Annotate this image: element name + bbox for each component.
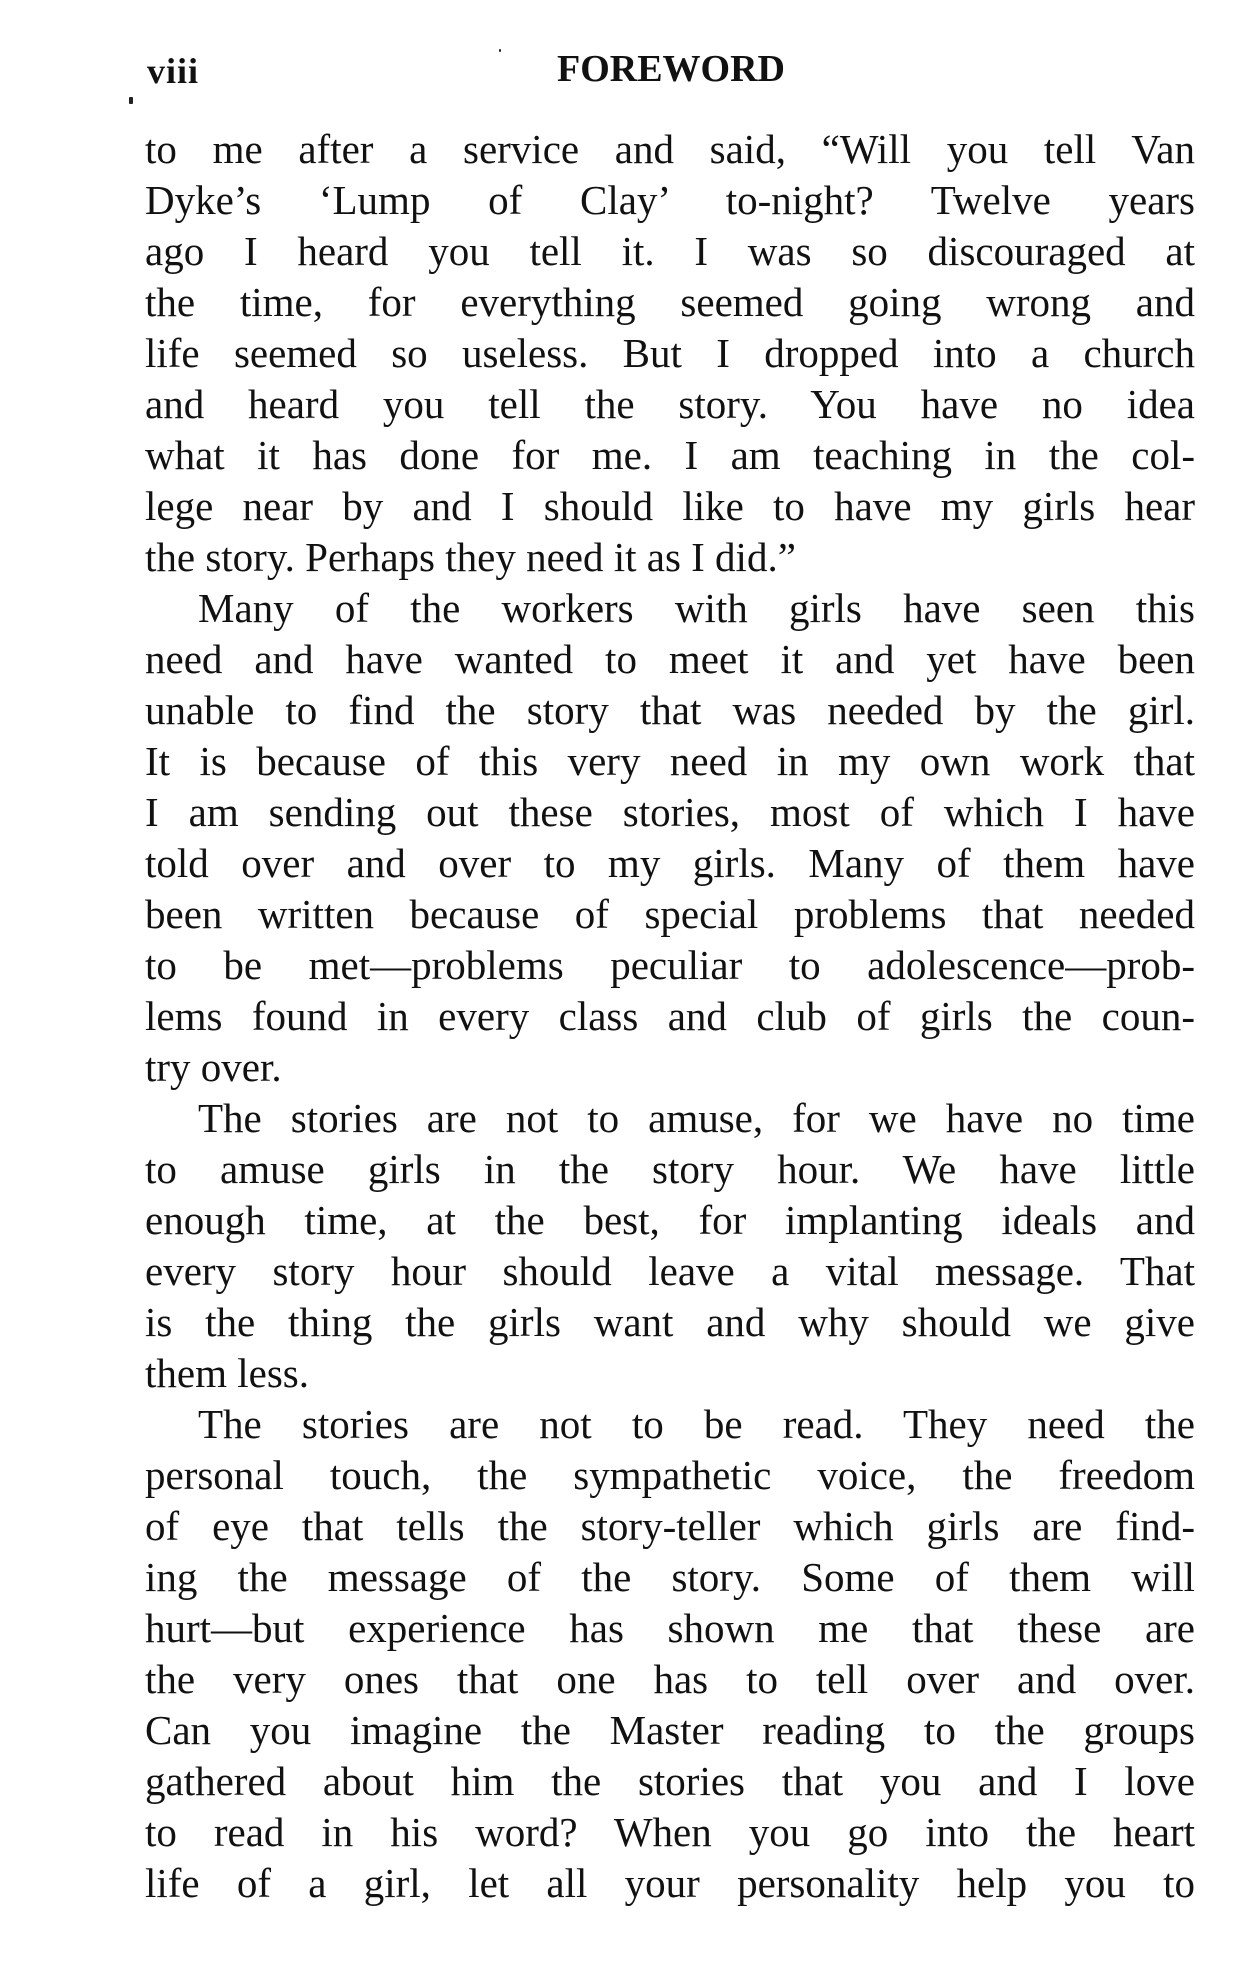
text-line: unable to find the story that was needed by the girl. xyxy=(145,687,1195,733)
text-line: been written because of special problems that needed xyxy=(145,891,1195,937)
text-line: of eye that tells the story-teller which girls are find- xyxy=(145,1503,1195,1549)
text-line: gathered about him the stories that you and I love xyxy=(145,1758,1195,1804)
text-line: them less. xyxy=(145,1350,309,1396)
text-line: what it has done for me. I am teaching in the col- xyxy=(145,432,1195,478)
text-line: the time, for everything seemed going wrong and xyxy=(145,279,1195,325)
text-line: to amuse girls in the story hour. We have little xyxy=(145,1146,1195,1192)
text-line: Can you imagine the Master reading to the groups xyxy=(145,1707,1195,1753)
text-line: life seemed so useless. But I dropped into a church xyxy=(145,330,1195,376)
text-line: Dyke’s ‘Lump of Clay’ to-night? Twelve years xyxy=(145,177,1195,223)
text-line: personal touch, the sympathetic voice, the freedom xyxy=(145,1452,1195,1498)
text-line: life of a girl, let all your personality help you to xyxy=(145,1860,1195,1906)
running-head xyxy=(0,0,1240,100)
text-line: The stories are not to amuse, for we have no time xyxy=(198,1095,1195,1141)
text-line: and heard you tell the story. You have no idea xyxy=(145,381,1195,427)
text-line: It is because of this very need in my own work that xyxy=(145,738,1195,784)
text-line: to read in his word? When you go into the heart xyxy=(145,1809,1195,1855)
text-line: I am sending out these stories, most of which I have xyxy=(145,789,1195,835)
text-line: told over and over to my girls. Many of them have xyxy=(145,840,1195,886)
text-line: is the thing the girls want and why should we give xyxy=(145,1299,1195,1345)
text-line: to me after a service and said, “Will you tell Van xyxy=(145,126,1195,172)
text-line: the very ones that one has to tell over and over. xyxy=(145,1656,1195,1702)
text-line: every story hour should leave a vital message. That xyxy=(145,1248,1195,1294)
text-line: the story. Perhaps they need it as I did.” xyxy=(145,534,796,580)
text-line: The stories are not to be read. They need the xyxy=(198,1401,1195,1447)
scan-speck xyxy=(499,49,501,52)
chapter-title: FOREWORD xyxy=(557,48,785,90)
scan-speck xyxy=(129,97,133,104)
text-line: lege near by and I should like to have my girls hear xyxy=(145,483,1195,529)
text-line: to be met—problems peculiar to adolescence—prob- xyxy=(145,942,1195,988)
text-line: need and have wanted to meet it and yet have been xyxy=(145,636,1195,682)
text-line: ing the message of the story. Some of them will xyxy=(145,1554,1195,1600)
text-line: lems found in every class and club of girls the coun- xyxy=(145,993,1195,1039)
text-line: ago I heard you tell it. I was so discouraged at xyxy=(145,228,1195,274)
text-line: Many of the workers with girls have seen this xyxy=(198,585,1195,631)
text-line: try over. xyxy=(145,1044,282,1090)
page-number: viii xyxy=(147,51,200,91)
text-line: hurt—but experience has shown me that these are xyxy=(145,1605,1195,1651)
text-line: enough time, at the best, for implanting ideals and xyxy=(145,1197,1195,1243)
